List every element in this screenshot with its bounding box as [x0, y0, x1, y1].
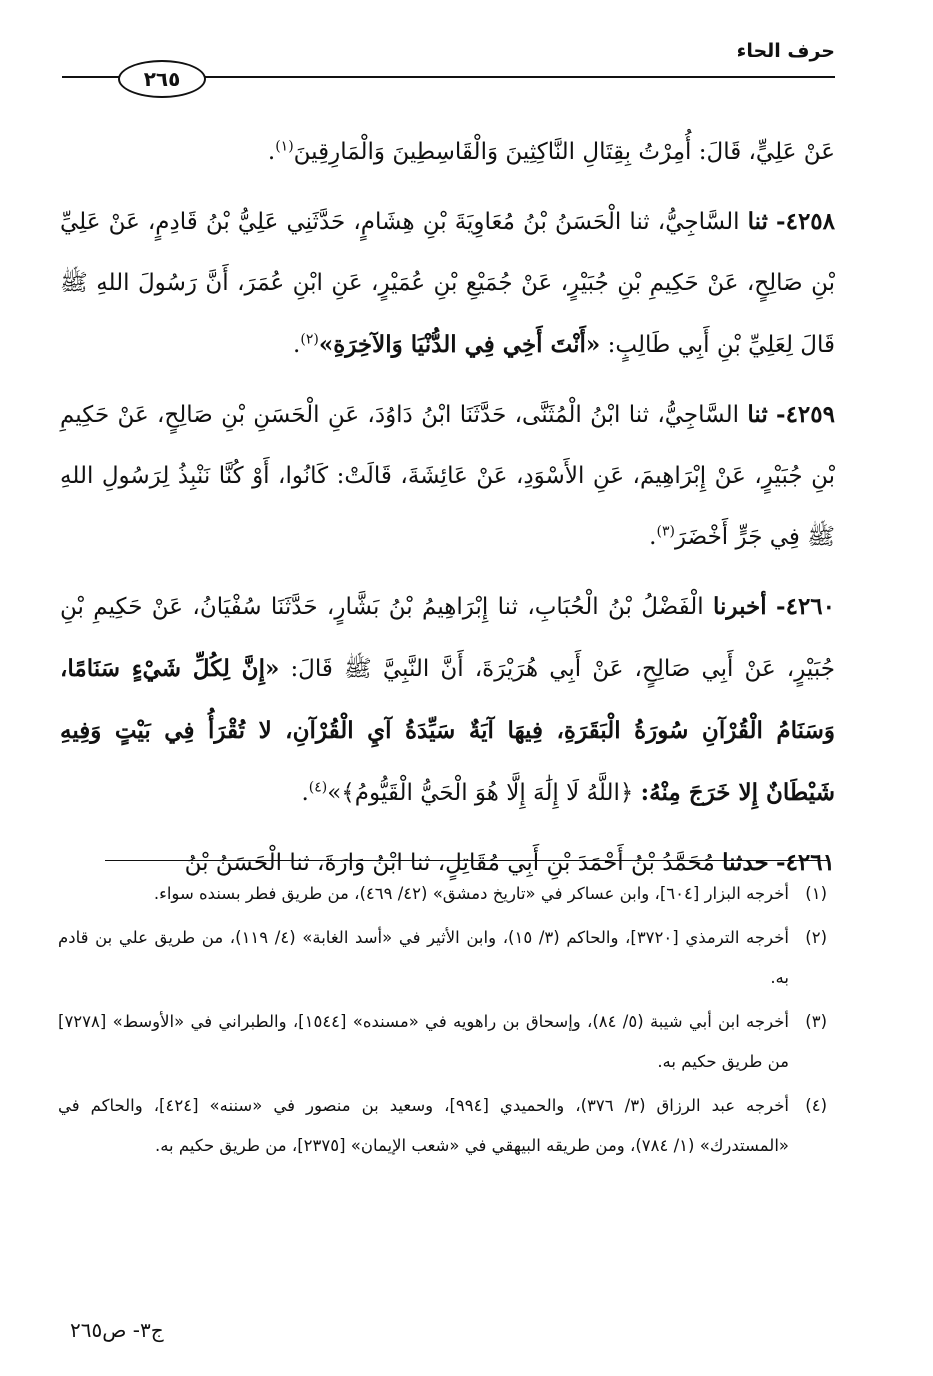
hadith-quote: «أَنْتَ أَخِي فِي الدُّنْيَا وَالآخِرَةِ» — [318, 331, 601, 358]
footnotes — [58, 874, 827, 1170]
footnote-number: (٣) — [805, 1012, 827, 1031]
page-number-badge: ٢٦٥ — [118, 60, 206, 98]
footnote-text: أخرجه الترمذي [٣٧٢٠]، والحاكم (٣/ ١٥)، وابن الأثير في «أسد الغابة» (٤/ ١١٩)، من طريق علي بن قادم به. — [58, 928, 789, 987]
hadith-4260 — [60, 576, 835, 824]
paragraph-end: . — [301, 780, 309, 806]
footnote-1 — [58, 874, 827, 914]
footnote-ref-2[interactable]: (٢) — [300, 331, 319, 348]
hadith-text: الْفَضْلُ بْنُ الْحُبَابِ، ثنا إِبْرَاهِيمُ بْنُ بَشَّارٍ، حَدَّثَنَا سُفْيَانُ، عَنْ حَكِيمِ بْنِ جُبَيْرٍ، عَنْ أَبِي صَالِحٍ، عَنْ أَبِي هُرَيْرَةَ، أَنَّ النَّبِيَّ ﷺ قَالَ: — [60, 594, 836, 682]
hadith-4259 — [60, 384, 835, 568]
footnote-separator — [105, 860, 827, 861]
volume-page-marker: ج٣- ص٢٦٥ — [70, 1318, 164, 1342]
transmission-keyword: حدثنا — [722, 849, 769, 876]
footnote-2 — [58, 918, 827, 998]
hadith-number: ٤٢٦٠- — [776, 593, 836, 620]
footnote-ref-1[interactable]: (١) — [275, 138, 294, 155]
main-text — [60, 122, 835, 894]
footnote-3 — [58, 1002, 827, 1082]
hadith-text: مُحَمَّدُ بْنُ أَحْمَدَ بْنِ أَبِي مُقَاتِلٍ، ثنا ابْنُ وَارَةَ، ثنا الْحَسَنُ بْنُ — [184, 850, 715, 876]
footnote-number: (٢) — [805, 928, 827, 947]
paragraph-end: . — [293, 332, 301, 358]
footnote-number: (١) — [805, 884, 827, 903]
transmission-keyword: أخبرنا — [713, 593, 767, 620]
footnote-4 — [58, 1086, 827, 1166]
transmission-keyword: ثنا — [747, 208, 768, 235]
hadith-text: السَّاجِيُّ، ثنا الْحَسَنُ بْنُ مُعَاوِيَةَ بْنِ هِشَامٍ، حَدَّثَنِي عَلِيُّ بْنُ قَادِمٍ، عَنْ عَلِيِّ بْنِ صَالِحٍ، عَنْ حَكِيمِ بْنِ جُبَيْرٍ، عَنْ جُمَيْعِ بْنِ عُمَيْرٍ، عَنِ ابْنِ عُمَرَ، أَنَّ رَسُولَ اللهِ ﷺ قَالَ لِعَلِيِّ بْنِ أَبِي طَالِبٍ: — [60, 209, 835, 358]
transmission-keyword: ثنا — [747, 401, 768, 428]
chapter-title: حرف الحاء — [736, 40, 835, 62]
footnote-text: أخرجه البزار [٦٠٤]، وابن عساكر في «تاريخ دمشق» (٤٢/ ٤٦٩)، من طريق فطر بسنده سواء. — [153, 884, 789, 903]
paragraph-end: . — [649, 524, 657, 550]
hadith-text: السَّاجِيُّ، ثنا ابْنُ الْمُثَنَّى، حَدَّثَنَا ابْنُ دَاوُدَ، عَنِ الْحَسَنِ بْنِ صَالِحٍ، عَنْ حَكِيمِ بْنِ جُبَيْرٍ، عَنْ إِبْرَاهِيمَ، عَنِ الأَسْوَدِ، عَنْ عَائِشَةَ، قَالَتْ: كَانُوا، أَوْ كُنَّا نَنْبِذُ لِرَسُولِ اللهِ ﷺ فِي جَرٍّ أَخْضَرَ — [60, 402, 835, 550]
hadith-number: ٤٢٥٨- — [776, 208, 836, 235]
paragraph-end: . — [267, 139, 276, 165]
footnote-ref-4[interactable]: (٤) — [308, 779, 328, 796]
hadith-4258 — [60, 191, 835, 376]
footnote-text: أخرجه عبد الرزاق (٣/ ٣٧٦)، والحميدي [٩٩٤]، وسعيد بن منصور في «سننه» [٤٢٤]، والحاكم في «المستدرك» (١/ ٧٨٤)، ومن طريقه البيهقي في «شعب الإيمان» [٢٣٧٥]، من طريق حكيم به. — [58, 1096, 789, 1155]
paragraph-text: عَنْ عَلِيٍّ، قَالَ: أُمِرْتُ بِقِتَالِ النَّاكِثِينَ وَالْقَاسِطِينَ وَالْمَارِقِينَ — [293, 139, 835, 165]
hadith-number: ٤٢٦١- — [776, 849, 835, 876]
hadith-quote: «إِنَّ لِكُلِّ شَيْءٍ سَنَامًا، وَسَنَامُ الْقُرْآنِ سُورَةُ الْبَقَرَةِ، فِيهَا آيَةٌ سَيِّدَةُ آيِ الْقُرْآنِ، لا تُقْرَأُ فِي بَيْتٍ وَفِيهِ شَيْطَانٌ إِلا خَرَجَ مِنْهُ: — [60, 655, 835, 806]
quran-ayah: ﴿اللَّهُ لَا إِلَٰهَ إِلَّا هُوَ الْحَيُّ الْقَيُّومُ﴾» — [327, 780, 634, 806]
hadith-number: ٤٢٥٩- — [776, 401, 835, 428]
footnote-ref-3[interactable]: (٣) — [656, 523, 675, 540]
paragraph-continuation — [60, 122, 835, 183]
footnote-text: أخرجه ابن أبي شيبة (٥/ ٨٤)، وإسحاق بن راهويه في «مسنده» [١٥٤٤]، والطبراني في «الأوسط» [٧٢٧٨] من طريق حكيم به. — [58, 1012, 789, 1071]
footnote-number: (٤) — [805, 1096, 827, 1115]
